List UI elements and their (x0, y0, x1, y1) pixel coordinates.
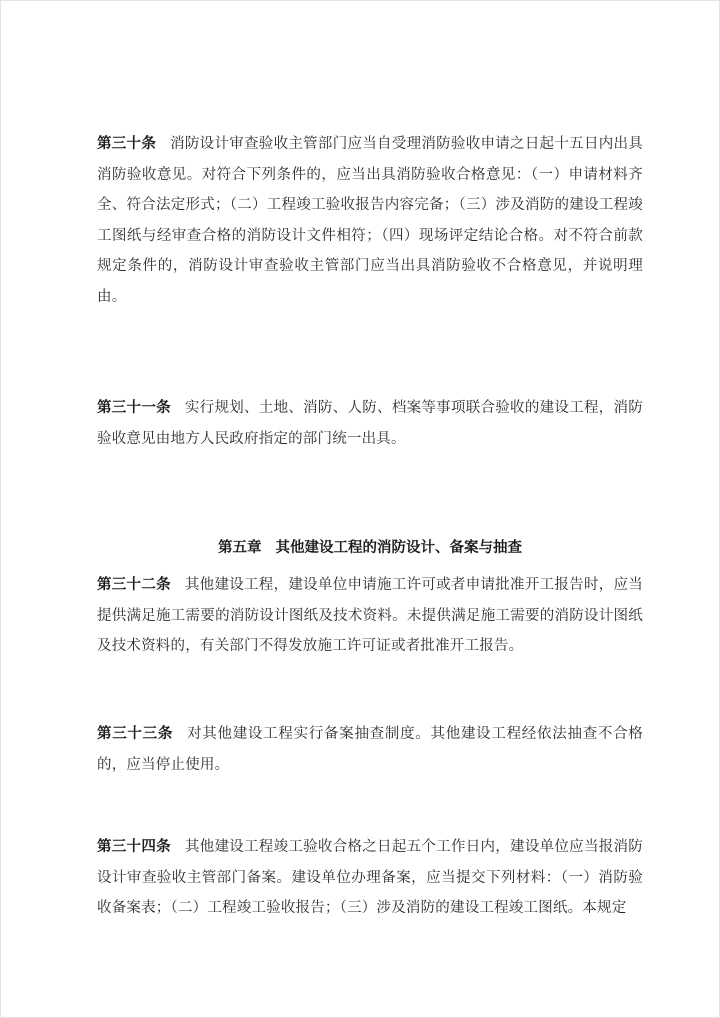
article-33 (97, 719, 643, 780)
article-text: 其他建设工程竣工验收合格之日起五个工作日内，建设单位应当报消防设计审查验收主管部门备案。建设单位办理备案，应当提交下列材料：（一）消防验收备案表；（二）工程竣工验收报告；（三）涉及消防的建设工程竣工图纸。本规定 (97, 839, 644, 916)
article-number: 第三十二条 (97, 577, 171, 593)
article-text: 对其他建设工程实行备案抽查制度。其他建设工程经依法抽查不合格的，应当停止使用。 (97, 726, 644, 773)
article-number: 第三十条 (97, 136, 157, 152)
article-31 (97, 393, 643, 454)
article-34 (97, 832, 643, 924)
chapter-title: 其他建设工程的消防设计、备案与抽查 (275, 540, 522, 556)
article-32 (97, 570, 643, 662)
article-text: 其他建设工程，建设单位申请施工许可或者申请批准开工报告时，应当提供满足施工需要的消防设计图纸及技术资料。未提供满足施工需要的消防设计图纸及技术资料的，有关部门不得发放施工许可证或者批准开工报告。 (97, 577, 644, 654)
chapter-heading (97, 536, 643, 560)
chapter-number: 第五章 (218, 540, 262, 556)
article-number: 第三十四条 (97, 839, 171, 855)
article-text: 实行规划、土地、消防、人防、档案等事项联合验收的建设工程，消防验收意见由地方人民政府指定的部门统一出具。 (97, 400, 644, 447)
article-number: 第三十三条 (97, 726, 174, 742)
article-text: 消防设计审查验收主管部门应当自受理消防验收申请之日起十五日内出具消防验收意见。对符合下列条件的，应当出具消防验收合格意见：（一）申请材料齐全、符合法定形式；（二）工程竣工验收报告内容完备；（三）涉及消防的建设工程竣工图纸与经审查合格的消防设计文件相符；（四）现场评定结论合格。对不符合前款规定条件的，消防设计审查验收主管部门应当出具消防验收不合格意见，并说明理由。 (97, 136, 643, 305)
article-30 (97, 129, 643, 312)
article-number: 第三十一条 (97, 400, 171, 416)
